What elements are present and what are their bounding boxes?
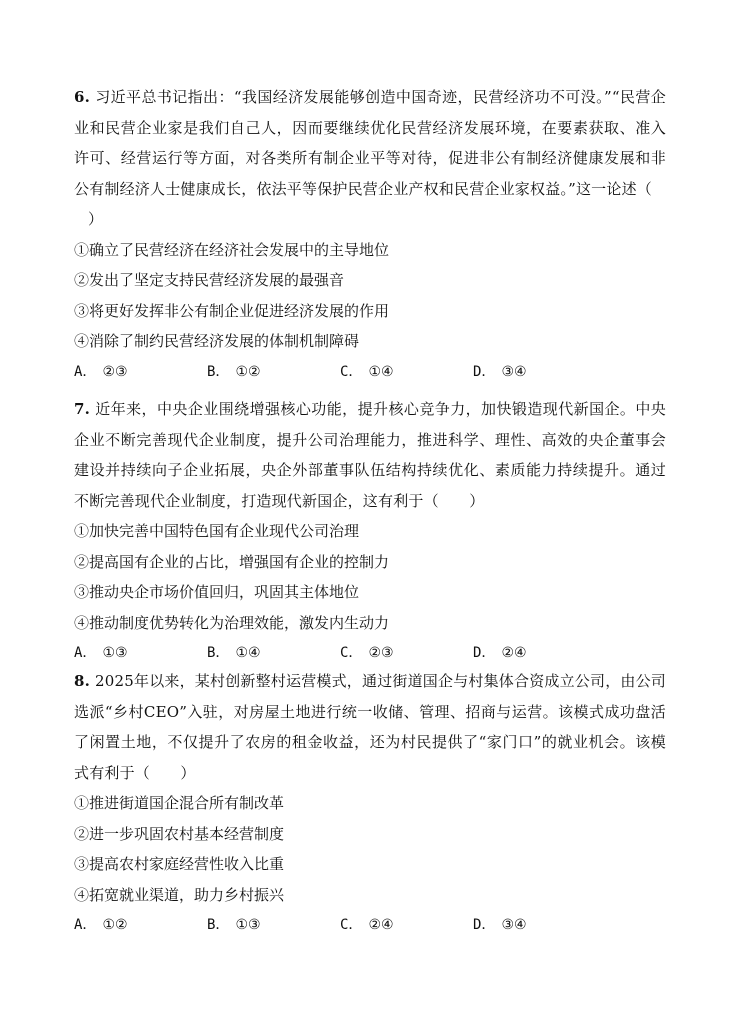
option-value: ①④	[235, 645, 261, 661]
option-value: ③④	[501, 917, 527, 933]
option-letter: A．	[74, 645, 97, 661]
statement-item: ④拓宽就业渠道，助力乡村振兴	[74, 885, 285, 904]
statement-item: ①推进街道国企混合所有制改革	[74, 794, 285, 812]
option-value: ①②	[102, 917, 128, 933]
question-number: 6.	[74, 88, 91, 106]
option-c[interactable]	[340, 638, 473, 669]
statement-item: ②进一步巩固农村基本经营制度	[74, 824, 285, 843]
option-value: ①③	[102, 645, 128, 661]
statement-item: ①确立了民营经济在经济社会发展中的主导地位	[74, 240, 390, 259]
option-b[interactable]	[207, 910, 340, 941]
question-number: 8.	[74, 672, 91, 690]
option-value: ②④	[501, 645, 527, 661]
option-d[interactable]	[473, 910, 606, 941]
statement-item: ③将更好发挥非公有制企业促进经济发展的作用	[74, 301, 390, 320]
option-value: ①③	[235, 917, 261, 933]
answer-options	[74, 357, 666, 388]
question-text: 近年来，中央企业围绕增强核心功能，提升核心竞争力，加快锻造现代新国企。中央企业不断完善现代企业制度，提升公司治理能力，推进科学、理性、高效的央企董事会建设并持续向子企业拓展，央企外部董事队伍结构持续优化、素质能力持续提升。通过不断完善现代企业制度，打造现代新国企，这有利于（ ）	[74, 400, 667, 510]
question-text: 2025年以来，某村创新整村运营模式，通过街道国企与村集体合资成立公司，由公司选派“乡村CEO”入驻，对房屋土地进行统一收储、管理、招商与运营。该模式成功盘活了闲置土地，不仅提升了农房的租金收益，还为村民提供了“家门口”的就业机会。该模式有利于（ ）	[74, 672, 667, 782]
option-letter: C．	[340, 363, 363, 380]
option-c[interactable]	[340, 357, 473, 388]
question-stem	[74, 394, 666, 516]
option-letter: C．	[340, 645, 363, 661]
answer-bracket: ）	[88, 210, 104, 228]
option-value: ①④	[368, 363, 394, 380]
question-6	[74, 82, 666, 387]
option-value: ②③	[102, 363, 128, 380]
option-letter: A．	[74, 917, 97, 933]
statement-item: ④消除了制约民营经济发展的体制机制障碍	[74, 332, 360, 350]
option-letter: D．	[473, 363, 496, 380]
statement-item: ②发出了坚定支持民营经济发展的最强音	[74, 271, 345, 289]
question-7	[74, 394, 666, 669]
option-b[interactable]	[207, 357, 340, 388]
option-letter: D．	[473, 645, 496, 661]
question-stem	[74, 82, 666, 235]
option-value: ③④	[501, 363, 527, 380]
option-letter: C．	[340, 917, 363, 933]
option-value: ②④	[368, 917, 394, 933]
option-a[interactable]	[74, 357, 207, 388]
option-b[interactable]	[207, 638, 340, 669]
question-stem	[74, 666, 666, 788]
option-value: ②③	[368, 645, 394, 661]
option-letter: B．	[207, 917, 230, 933]
statement-item: ③提高农村家庭经营性收入比重	[74, 855, 285, 873]
statement-item: ④推动制度优势转化为治理效能，激发内生动力	[74, 613, 390, 632]
option-value: ①②	[235, 363, 261, 380]
option-letter: D．	[473, 917, 496, 933]
option-letter: B．	[207, 363, 230, 380]
option-letter: B．	[207, 645, 230, 661]
answer-options	[74, 910, 666, 941]
statement-item: ①加快完善中国特色国有企业现代公司治理	[74, 522, 360, 540]
answer-options	[74, 638, 666, 669]
question-number: 7.	[74, 400, 91, 418]
option-a[interactable]	[74, 638, 207, 669]
statement-item: ②提高国有企业的占比，增强国有企业的控制力	[74, 552, 390, 571]
option-d[interactable]	[473, 357, 606, 388]
option-d[interactable]	[473, 638, 606, 669]
question-8	[74, 666, 666, 941]
option-letter: A．	[74, 363, 97, 380]
option-a[interactable]	[74, 910, 207, 941]
option-c[interactable]	[340, 910, 473, 941]
statement-item: ③推动央企市场价值回归，巩固其主体地位	[74, 583, 360, 601]
question-text: 习近平总书记指出：“我国经济发展能够创造中国奇迹，民营经济功不可没。”“民营企业和民营企业家是我们自己人，因而要继续优化民营经济发展环境，在要素获取、准入许可、经营运行等方面，对各类所有制企业平等对待，促进非公有制经济健康发展和非公有制经济人士健康成长，依法平等保护民营企业产权和民营企业家权益。”这一论述（	[74, 88, 666, 198]
